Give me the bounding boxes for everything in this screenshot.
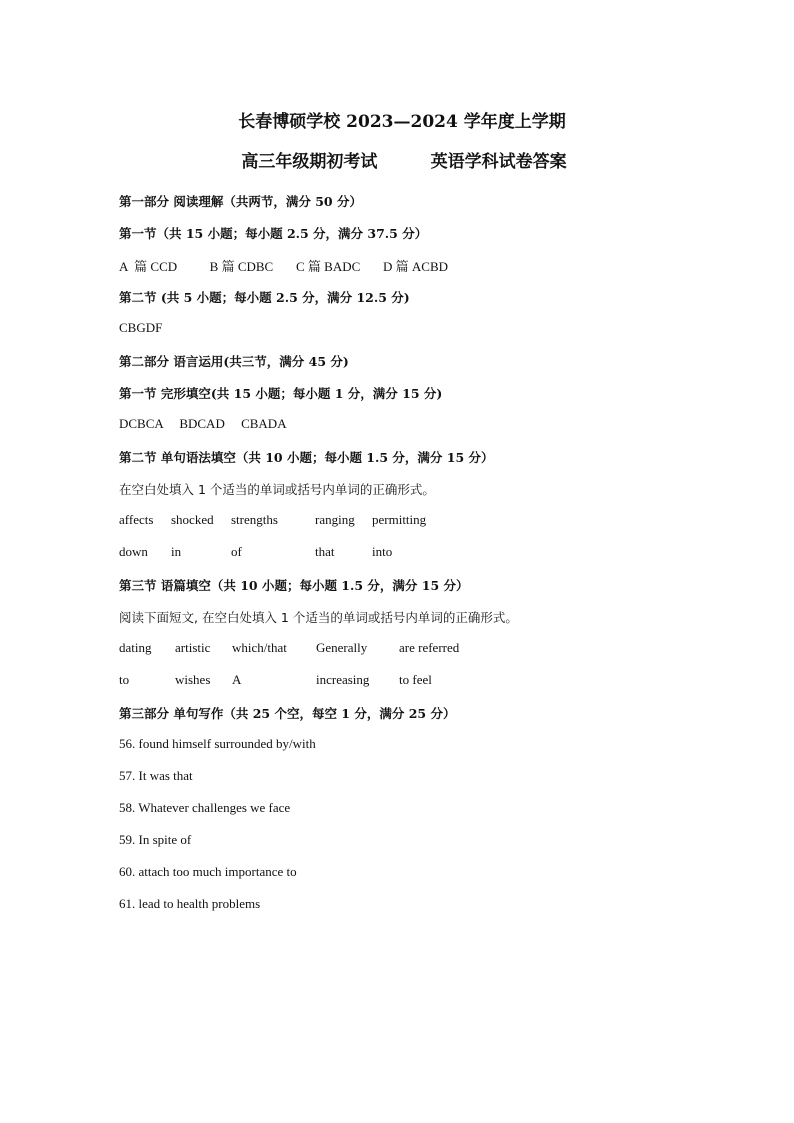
answer-cell: shocked xyxy=(171,512,214,527)
part2-section2-instruction: 在空白处填入 1 个适当的单词或括号内单词的正确形式。 xyxy=(119,482,435,497)
writing-answer-60: 60. attach too much importance to xyxy=(119,864,297,879)
part1-section2-answers: CBGDF xyxy=(119,320,163,335)
answer-cell: strengths xyxy=(231,512,278,527)
part1-section1-heading: 第一节（共 15 小题；每小题 2.5 分，满分 37.5 分） xyxy=(119,226,428,241)
answer-cell: permitting xyxy=(372,512,427,527)
part1-section2-heading: 第二节 (共 5 小题；每小题 2.5 分，满分 12.5 分) xyxy=(119,290,410,305)
part2-section1-answers: DCBCA BDCAD CBADA xyxy=(119,416,287,431)
answer-cell: wishes xyxy=(175,672,211,687)
writing-answer-56: 56. found himself surrounded by/with xyxy=(119,736,316,751)
part2-heading: 第二部分 语言运用(共三节，满分 45 分) xyxy=(119,354,349,369)
answer-cell: affects xyxy=(119,512,154,527)
answer-cell: in xyxy=(171,544,182,559)
writing-answer-57: 57. It was that xyxy=(119,768,193,783)
writing-answer-59: 59. In spite of xyxy=(119,832,192,847)
answer-cell: to xyxy=(119,672,130,687)
document-subtitle: 高三年级期初考试 英语学科试卷答案 xyxy=(241,152,567,172)
part2-section1-heading: 第一节 完形填空(共 15 小题；每小题 1 分，满分 15 分) xyxy=(119,386,443,401)
document-title: 长春博硕学校 2023—2024 学年度上学期 xyxy=(238,112,566,132)
answer-cell: that xyxy=(315,544,335,559)
answer-cell: into xyxy=(372,544,393,559)
part2-section3-heading: 第三节 语篇填空（共 10 小题；每小题 1.5 分，满分 15 分） xyxy=(119,578,469,593)
answer-cell: which/that xyxy=(232,640,287,655)
part3-heading: 第三部分 单句写作（共 25 个空，每空 1 分，满分 25 分） xyxy=(119,706,456,721)
part2-section2-heading: 第二节 单句语法填空（共 10 小题；每小题 1.5 分，满分 15 分） xyxy=(119,450,494,465)
writing-answer-58: 58. Whatever challenges we face xyxy=(119,800,291,815)
part2-section3-instruction: 阅读下面短文, 在空白处填入 1 个适当的单词或括号内单词的正确形式。 xyxy=(119,610,518,625)
answer-cell: are referred xyxy=(399,640,460,655)
answer-cell: of xyxy=(231,544,242,559)
part1-heading: 第一部分 阅读理解（共两节，满分 50 分） xyxy=(119,194,362,209)
answer-cell: Generally xyxy=(316,640,368,655)
answer-cell: to feel xyxy=(399,672,432,687)
part1-section1-answers: A 篇 CCD B 篇 CDBC C 篇 BADC D 篇 ACBD xyxy=(119,259,449,274)
answer-cell: dating xyxy=(119,640,152,655)
answer-cell: ranging xyxy=(315,512,355,527)
answer-cell: increasing xyxy=(316,672,370,687)
writing-answer-61: 61. lead to health problems xyxy=(119,896,261,911)
answer-cell: A xyxy=(232,672,242,687)
answer-cell: artistic xyxy=(175,640,211,655)
answer-cell: down xyxy=(119,544,148,559)
